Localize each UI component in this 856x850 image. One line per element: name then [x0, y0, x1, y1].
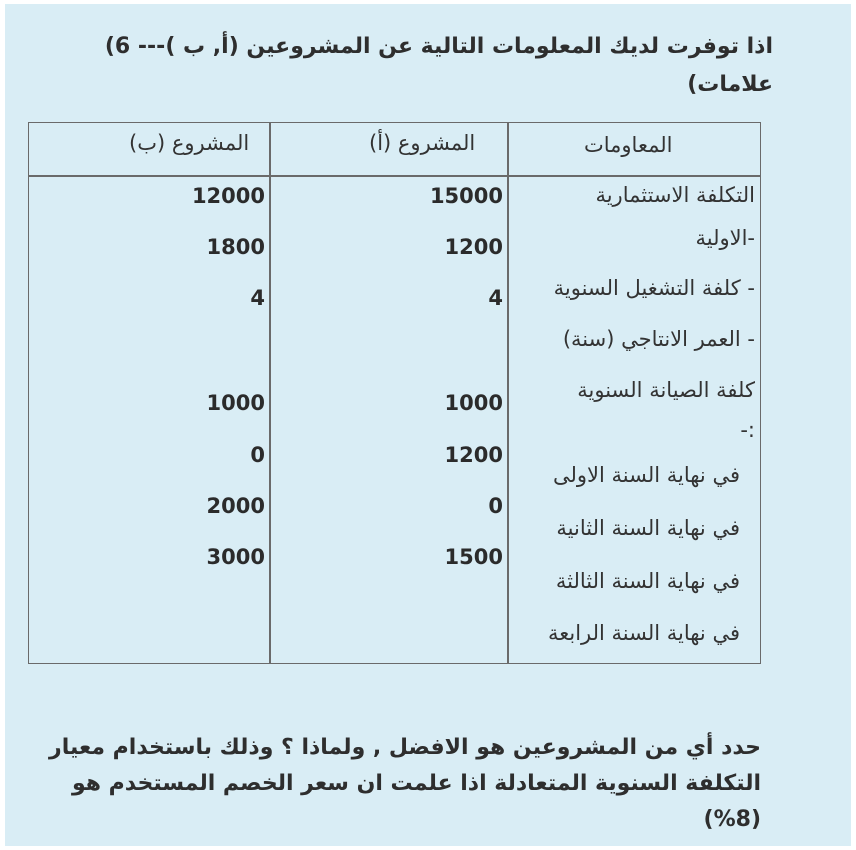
header-divider	[29, 175, 760, 177]
label-useful-life: - العمر الانتاجي (سنة)	[562, 327, 755, 351]
header-project-a: المشروع (أ)	[369, 131, 476, 155]
value-b-year-1: 0	[250, 443, 265, 467]
value-b-year-3: 3000	[206, 545, 265, 569]
value-b-year-2: 2000	[206, 494, 265, 518]
label-maintenance-cost-cont: :-	[740, 418, 755, 442]
value-a-investment: 15000	[429, 184, 503, 208]
project-info-table	[28, 122, 761, 664]
instructions-line-2: التكلفة السنوية المتعادلة اذا علمت ان سعر الخصم المستخدم هو	[71, 771, 761, 796]
value-b-investment: 12000	[191, 184, 265, 208]
value-b-life: 4	[250, 286, 265, 310]
label-year-4: في نهاية السنة الرابعة	[547, 621, 740, 645]
question-marks-label: علامات)	[687, 72, 773, 97]
question-title-text: اذا توفرت لديك المعلومات التالية عن المشروعين (أ, ب )---	[137, 34, 773, 59]
value-a-operating: 1200	[444, 235, 503, 259]
label-operating-cost: - كلفة التشغيل السنوية	[553, 276, 755, 300]
instructions-line-3: (%8)	[703, 807, 761, 832]
value-b-operating: 1800	[206, 235, 265, 259]
value-a-maint-header: 1000	[444, 391, 503, 415]
value-a-life: 4	[488, 286, 503, 310]
label-year-3: في نهاية السنة الثالثة	[555, 569, 740, 593]
instructions-line-1: حدد أي من المشروعين هو الافضل , ولماذا ؟ وذلك باستخدام معيار	[49, 735, 761, 760]
value-a-year-2: 0	[488, 494, 503, 518]
label-year-1: في نهاية السنة الاولى	[552, 463, 740, 487]
question-marks-number: (6	[104, 34, 131, 59]
value-b-maint-header: 1000	[206, 391, 265, 415]
label-maintenance-cost: كلفة الصيانة السنوية	[577, 378, 755, 402]
header-project-b: المشروع (ب)	[129, 131, 250, 155]
question-card	[5, 4, 851, 846]
question-title	[73, 28, 773, 104]
label-initial-investment-cont: -الاولية	[695, 226, 755, 250]
column-divider-a	[507, 123, 509, 663]
value-a-year-3: 1500	[444, 545, 503, 569]
header-info: المعاومات	[584, 133, 673, 157]
question-instructions	[31, 730, 761, 838]
label-initial-investment: التكلفة الاستثمارية	[595, 183, 755, 207]
label-year-2: في نهاية السنة الثانية	[556, 516, 740, 540]
column-divider-b	[269, 123, 271, 663]
value-a-year-1: 1200	[444, 443, 503, 467]
